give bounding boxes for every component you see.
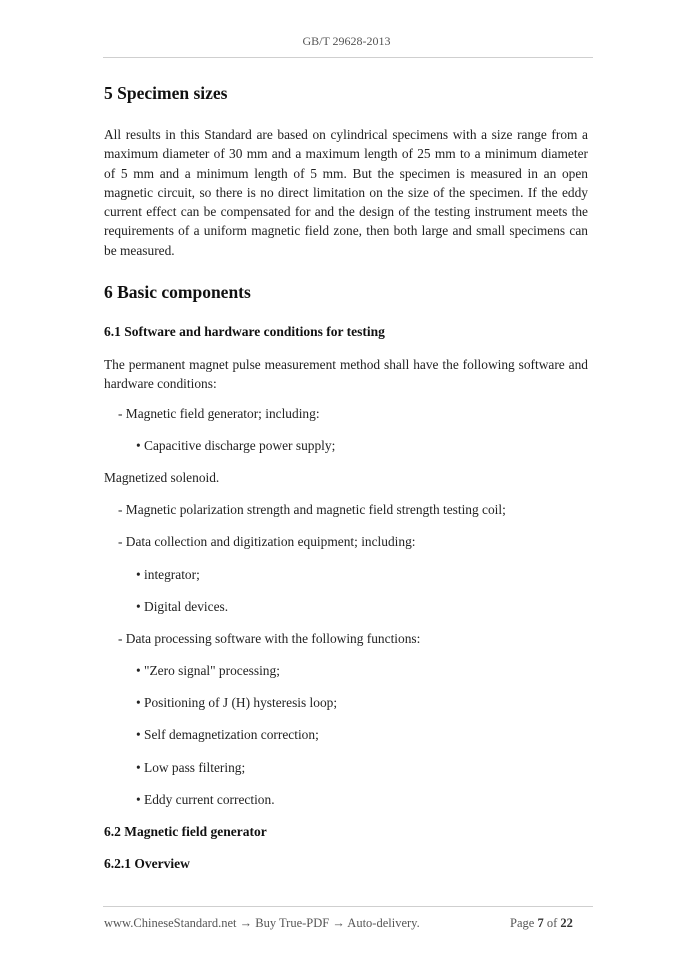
list-item-data-processing-software: - Data processing software with the following functions: (118, 631, 421, 646)
list-item-data-collection: - Data collection and digitization equipment; including: (118, 534, 416, 549)
list-item-digital-devices: • Digital devices. (136, 599, 229, 614)
header-divider (103, 57, 593, 58)
list-item-integrator: • integrator; (136, 567, 200, 582)
list-item-self-demagnetization: • Self demagnetization correction; (136, 727, 319, 742)
document-id-header: GB/T 29628-2013 (302, 34, 391, 48)
section-6-1-intro: The permanent magnet pulse measurement method shall have the following software and hardware conditions: (104, 357, 588, 392)
list-item-zero-signal: • "Zero signal" processing; (136, 663, 280, 678)
list-item-testing-coil: - Magnetic polarization strength and magnetic field strength testing coil; (118, 502, 506, 517)
page-counter (510, 916, 573, 931)
page-total: 22 (560, 916, 573, 930)
list-item-low-pass-filtering: • Low pass filtering; (136, 760, 246, 775)
section-6-2-1-heading: 6.2.1 Overview (104, 856, 190, 871)
section-5-heading: 5 Specimen sizes (104, 83, 228, 103)
section-6-2-heading: 6.2 Magnetic field generator (104, 824, 267, 839)
page-of: of (546, 916, 558, 930)
page-current: 7 (537, 916, 544, 930)
footer-divider (103, 906, 593, 907)
list-item-capacitive-discharge: • Capacitive discharge power supply; (136, 438, 336, 453)
list-item-eddy-current: • Eddy current correction. (136, 792, 275, 807)
list-item-magnetized-solenoid: Magnetized solenoid. (104, 470, 220, 485)
list-item-hysteresis-loop: • Positioning of J (H) hysteresis loop; (136, 695, 338, 710)
page-word: Page (510, 916, 535, 930)
list-item-magnetic-field-generator: - Magnetic field generator; including: (118, 406, 320, 421)
section-6-heading: 6 Basic components (104, 282, 251, 302)
section-6-1-heading: 6.1 Software and hardware conditions for testing (104, 324, 385, 339)
footer-source-link[interactable]: www.ChineseStandard.net → Buy True-PDF → Auto-delivery. (104, 916, 420, 930)
section-5-paragraph: All results in this Standard are based on cylindrical specimens with a size range from a maximum diameter of 30 mm and a maximum length of 25 mm to a minimum diameter of 5 mm and a minimum length of 5 mm. But the specimen is measured in an open magnetic circuit, so there is no direct limitation on the size of the specimen. If the eddy current effect can be compensated for and the design of the testing instrument meets the requirements of a uniform magnetic field zone, then both large and small specimens can be measured. (104, 127, 588, 258)
